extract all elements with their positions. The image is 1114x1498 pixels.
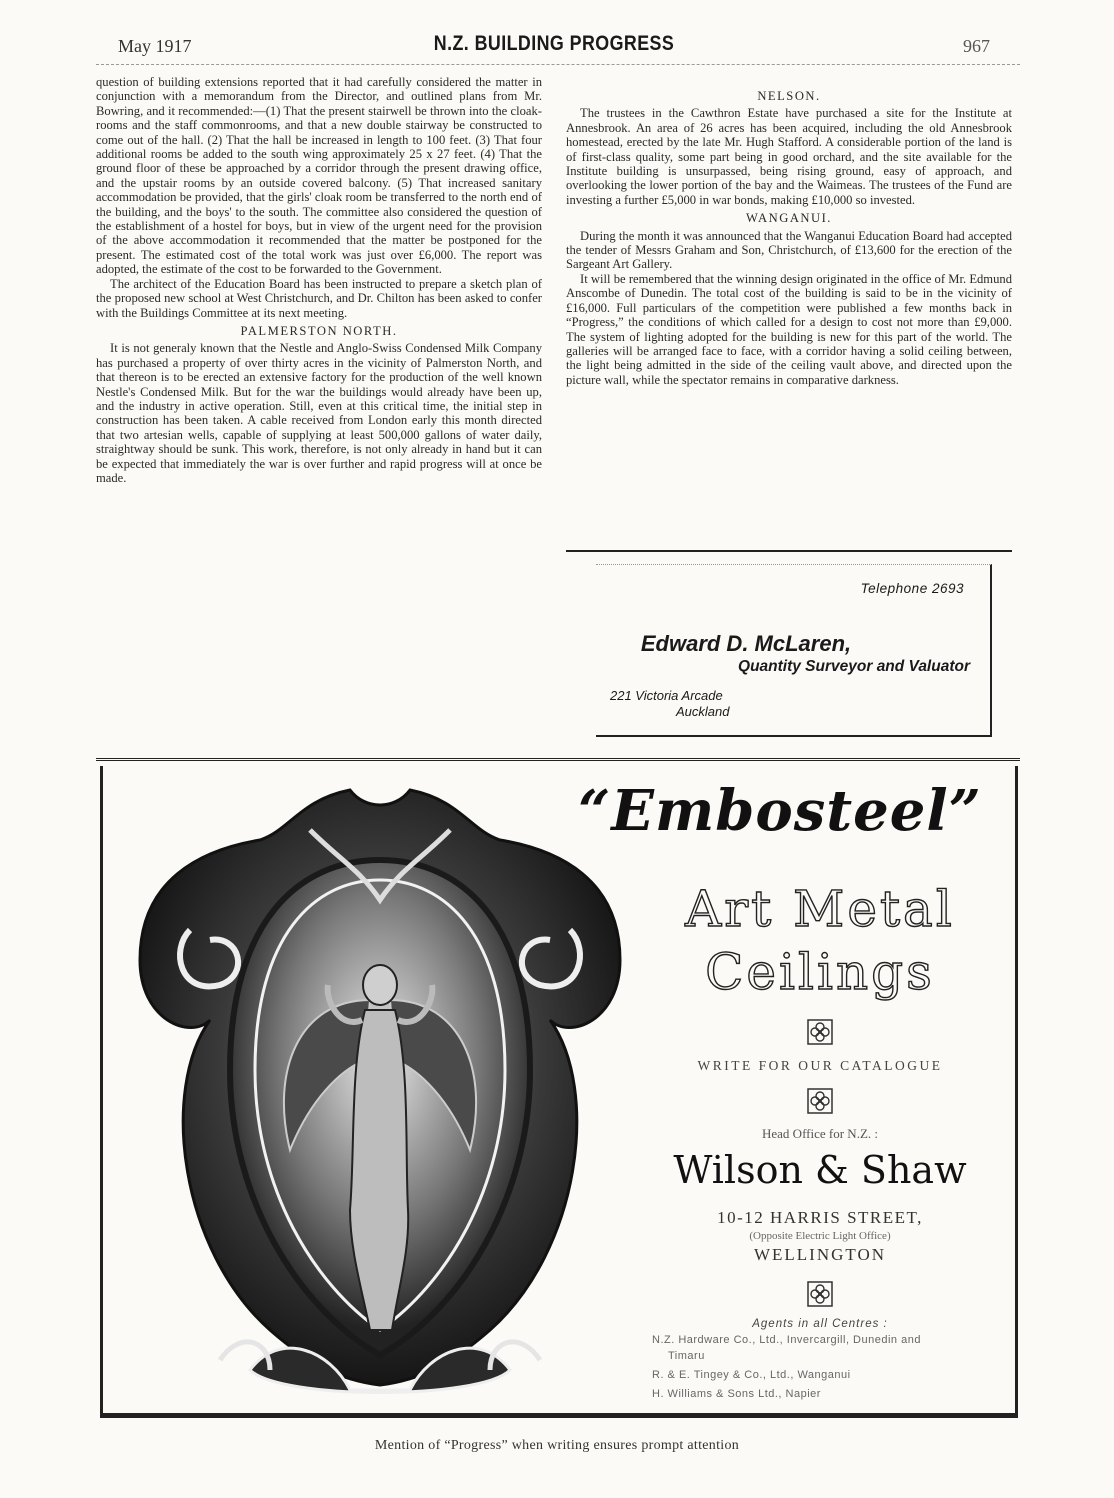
business-card-ad [596,564,992,737]
company-street: 10-12 HARRIS STREET, [717,1208,923,1227]
publication-title: N.Z. BUILDING PROGRESS [433,32,675,55]
flower-ornament-icon [806,1018,834,1046]
agent-line: H. Williams & Sons Ltd., Napier [652,1388,821,1400]
agents-heading: Agents in all Centres : [752,1318,888,1330]
page-footer: Mention of “Progress” when writing ensures prompt attention [374,1438,740,1453]
ornamental-ceiling-panel-illustration [100,770,660,1416]
column-rule [566,550,1012,552]
telephone-number: Telephone 2693 [860,581,964,596]
company-landmark: (Opposite Electric Light Office) [749,1230,891,1242]
left-column [96,75,542,485]
page-header [118,30,990,64]
article-paragraph: It will be remembered that the winning design originated in the office of Mr. Edmund Anscombe of Dunedin. The total cost of the building is said to be in the vicinity of £16,000. Full particulars of the competition were published a few months back in “Progress,” the conditions of which called for a design to cost not more than £9,000. The system of lighting adopted for the building is new for this part of the world. The galleries will be arranged face to face, with a corridor having a solid ceiling between, the light being admitted in the side of the ceiling vault above, and directed upon the picture wall, while the spectator remains in comparative darkness. [566,271,1012,387]
issue-date: May 1917 [118,36,192,56]
advertiser-role: Quantity Surveyor and Valuator [738,658,970,675]
article-paragraph: It is not generaly known that the Nestle and Anglo-Swiss Condensed Milk Company has purchased a property of over thirty acres in the vicinity of Palmerston North, and that thereon is to be erected an extensive factory for the production of the well known Nestle's Condensed Milk. But for the war the buildings would already have been up, and the industry in active operation. Still, even at this critical time, the initial step in construction has been taken. A cable received from London early this month directed that two artesian wells, capable of supplying at least 500,000 gallons of water daily, straightway should be sunk. This work, therefore, is not only already in hand but it can be expected that immediately the war is over further and rapid progress will at once be made. [96,341,542,485]
company-city: WELLINGTON [753,1245,887,1264]
advert-top-rule [96,758,1020,761]
head-office-label: Head Office for N.Z. : [762,1126,878,1141]
brand-wordmark: “Embosteel” [578,778,982,844]
agent-line: N.Z. Hardware Co., Ltd., Invercargill, Dunedin and [652,1334,921,1346]
agent-line: Timaru [668,1350,705,1362]
address-line: 221 Victoria Arcade [610,688,723,703]
header-rule [96,64,1020,65]
article-paragraph: The architect of the Education Board has been instructed to prepare a sketch plan of the proposed new school at West Christchurch, and Dr. Chilton has been asked to confer with the Buildings Committee at its next meeting. [96,276,542,320]
right-column [566,89,1012,387]
advertiser-name: Edward D. McLaren, [640,631,852,656]
article-paragraph: question of building extensions reported that it had carefully considered the matter in conjunction with a memorandum from the Director, and outlined plans from Mr. Bowring, and it recommended:—(1) That the present stairwell be thrown into the cloak-rooms and the staff commonrooms, and that a new double stairway be constructed to come out of the hall. (2) That the hall be increased in length to 100 feet. (3) That four additional rooms be added to the south wing approximately 25 x 27 feet. (4) That the ground floor of these be approached by a corridor through the present drawing office, and the upstair rooms by an outside covered balcony. (5) That increased sanitary accommodation be provided, that the girls' cloak room be transferred to the north end of the building, and the boys' to the south. The committee also considered the question of the establishment of a hostel for boys, but in view of the urgent need for the provision of the above accommodation it recommended that the matter be postponed for the present. The estimated cost of the total work was just over £6,000. The report was adopted, the estimate of the cost to be forwarded to the Government. [96,75,542,277]
product-title-line2: Ceilings [705,943,935,1001]
flower-ornament-icon [806,1280,834,1308]
section-heading: NELSON. [757,89,821,103]
article-paragraph: The trustees in the Cawthron Estate have purchased a site for the Institute at Annesbrook. An area of 26 acres has been acquired, including the old Annesbrook homestead, erected by the late Mr. Hugh Stafford. A considerable portion of the land is of first-class quality, some part being in good orchard, and the site available for the Institute building is unsurpassed, being rising ground, easy of approach, and overlooking the lower portion of the bay and the Waimeas. The trustees of the Fund are investing a further £5,000 in war bonds, making £10,000 so invested. [566,106,1012,207]
flower-ornament-icon [806,1087,834,1115]
product-title-line1: Art Metal [685,880,955,938]
article-paragraph: During the month it was announced that the Wanganui Education Board had accepted the tender of Messrs Graham and Son, Christchurch, of £13,600 for the erection of the Sargeant Art Gallery. [566,228,1012,272]
company-name: Wilson & Shaw [673,1148,967,1192]
section-heading: PALMERSTON NORTH. [240,323,398,338]
page-number: 967 [963,36,990,56]
address-city: Auckland [676,704,730,719]
agent-line: R. & E. Tingey & Co., Ltd., Wanganui [652,1369,851,1381]
section-heading: WANGANUI. [746,211,832,226]
catalogue-call-to-action: WRITE FOR OUR CATALOGUE [697,1058,943,1073]
